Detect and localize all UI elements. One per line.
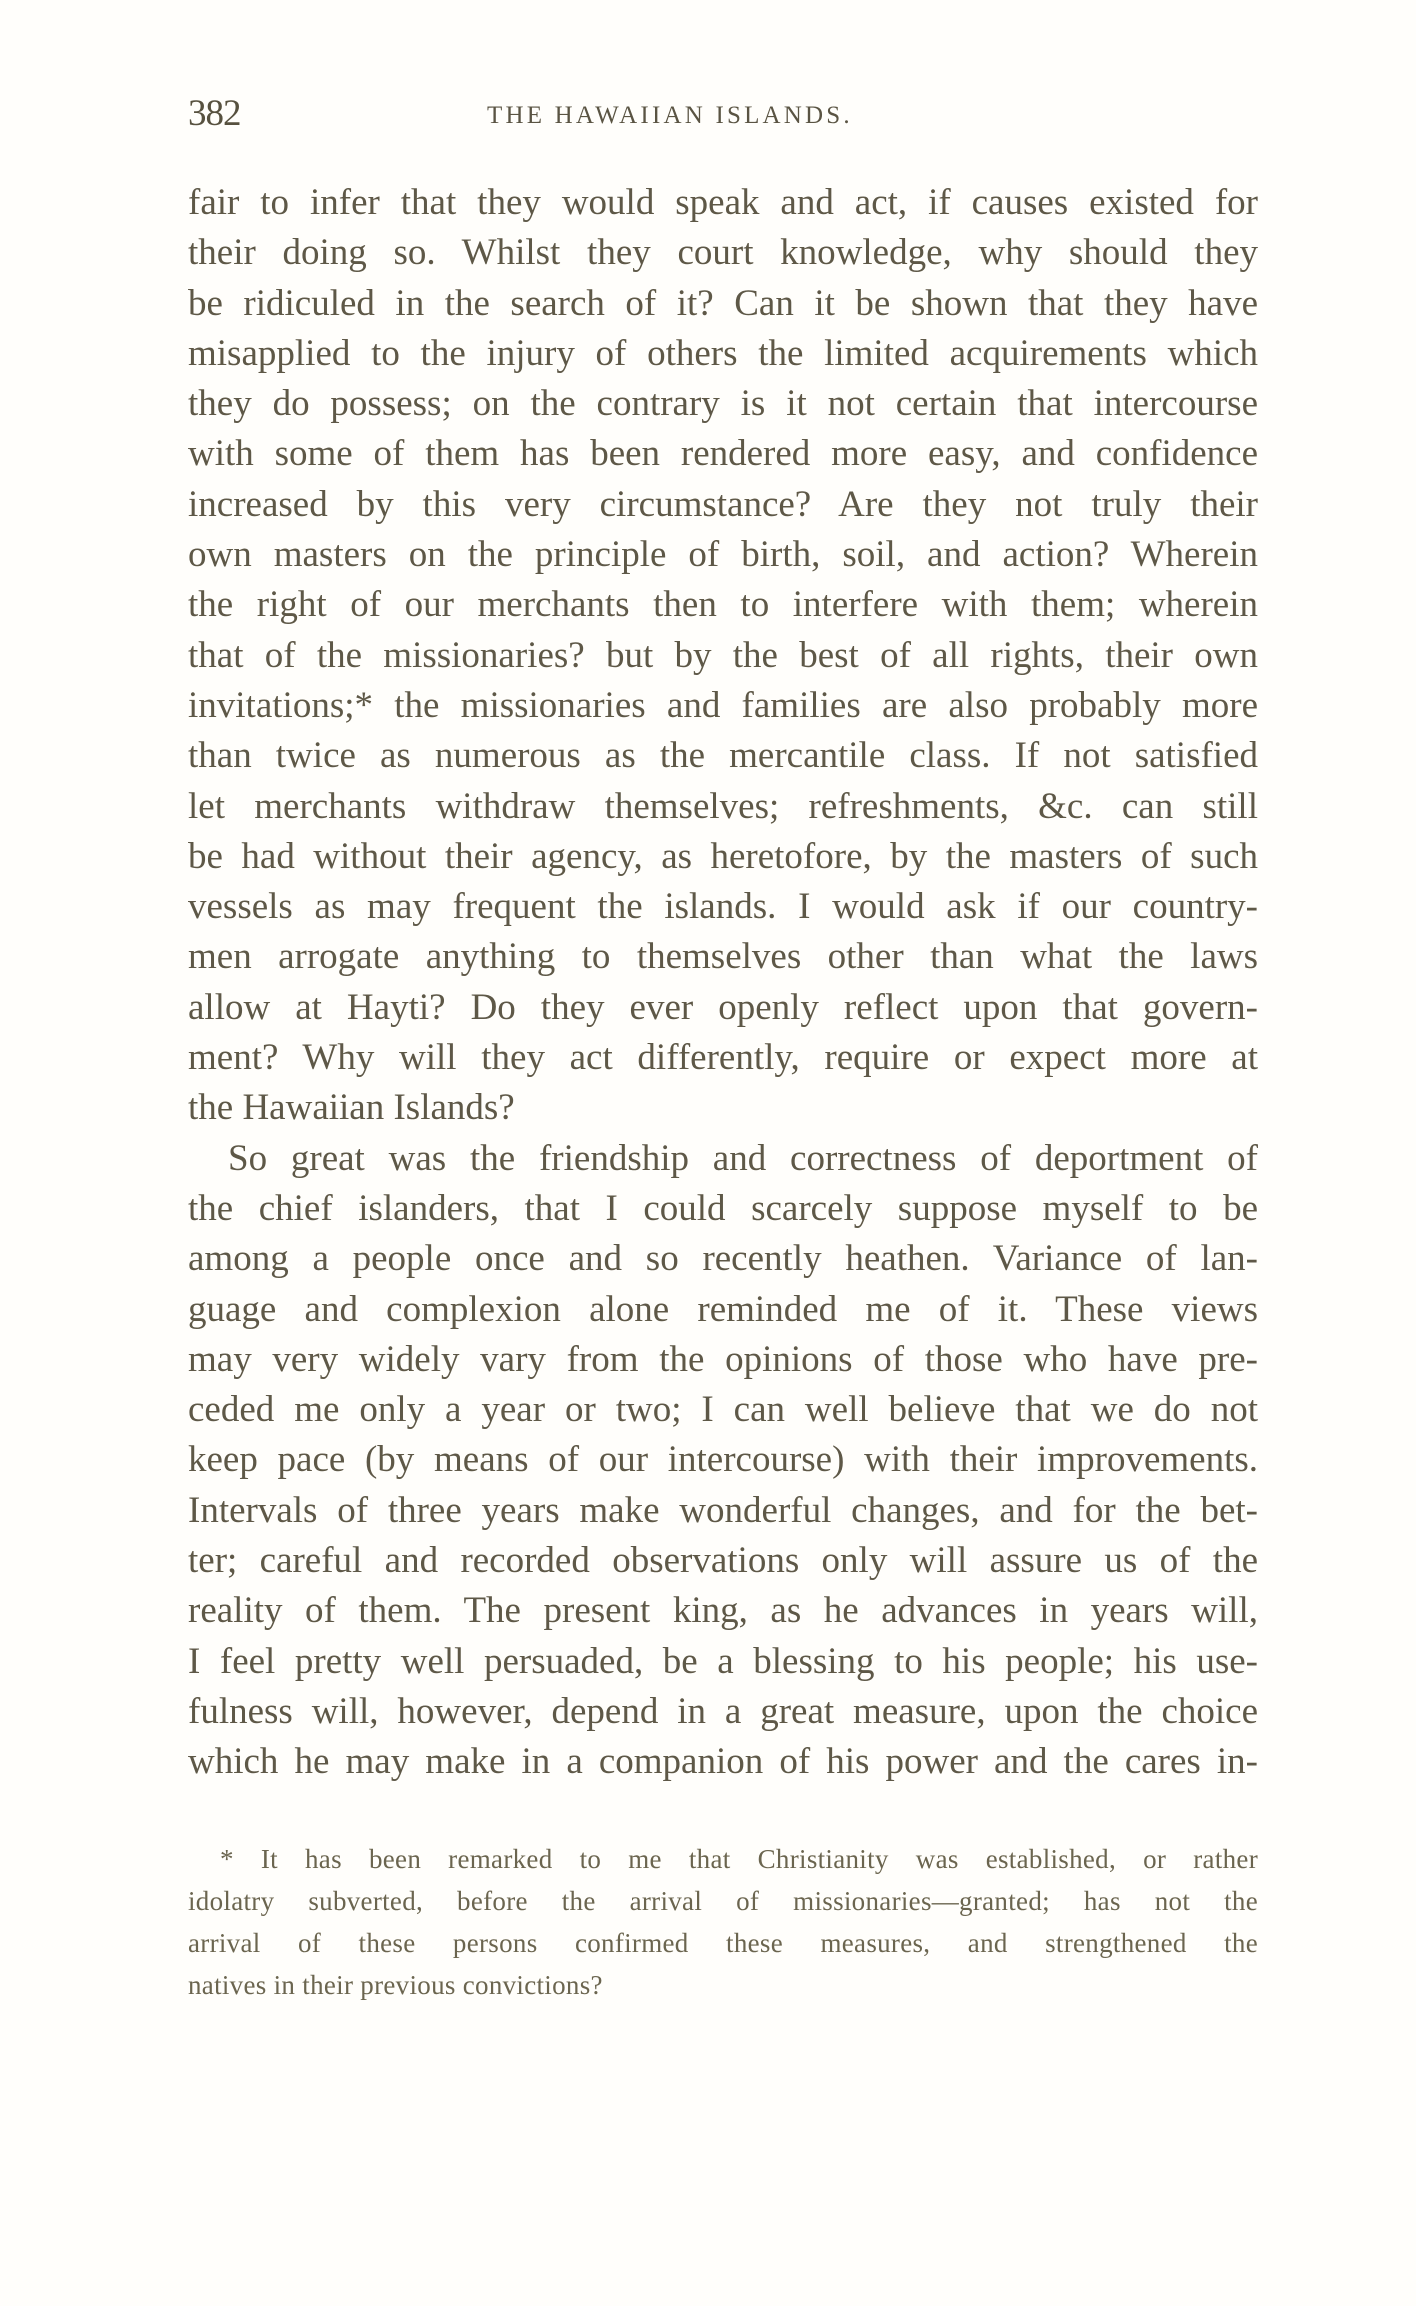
running-title: THE HAWAIIAN ISLANDS.	[487, 102, 853, 129]
text-line: So great was the friendship and correctness of deportment of	[228, 1137, 1258, 1179]
text-line: let merchants withdraw themselves; refreshments, &c. can still	[188, 785, 1258, 827]
page-header	[188, 92, 1258, 136]
text-line: increased by this very circumstance? Are they not truly their	[188, 483, 1258, 525]
text-line: allow at Hayti? Do they ever openly reflect upon that govern-	[188, 986, 1258, 1028]
text-line: own masters on the principle of birth, soil, and action? Wherein	[188, 534, 1258, 576]
text-line: may very widely vary from the opinions of those who have pre-	[188, 1338, 1258, 1380]
footnote	[188, 1838, 1258, 2006]
text-line: ter; careful and recorded observations only will assure us of the	[188, 1540, 1258, 1582]
text-line: which he may make in a companion of his power and the cares in-	[188, 1741, 1258, 1783]
paragraph-1	[188, 178, 1258, 1134]
text-line: ment? Why will they act differently, require or expect more at	[188, 1037, 1258, 1079]
text-line: the chief islanders, that I could scarcely suppose myself to be	[188, 1187, 1258, 1229]
text-line: I feel pretty well persuaded, be a blessing to his people; his use-	[188, 1640, 1258, 1682]
text-line: be had without their agency, as heretofore, by the masters of such	[188, 835, 1258, 877]
footnote-line: natives in their previous convictions?	[188, 1970, 603, 2000]
text-line: guage and complexion alone reminded me of it. These views	[188, 1288, 1258, 1330]
text-line: ceded me only a year or two; I can well believe that we do not	[188, 1389, 1258, 1431]
page-number: 382	[188, 93, 241, 134]
text-line: the right of our merchants then to interfere with them; wherein	[188, 584, 1258, 626]
text-line: they do possess; on the contrary is it not certain that intercourse	[188, 383, 1258, 425]
footnote-line: arrival of these persons confirmed these measures, and strengthened the	[188, 1928, 1258, 1958]
text-line: be ridiculed in the search of it? Can it be shown that they have	[188, 282, 1258, 324]
text-line: their doing so. Whilst they court knowledge, why should they	[188, 232, 1258, 274]
text-line: fair to infer that they would speak and act, if causes existed for	[188, 182, 1258, 223]
text-line: than twice as numerous as the mercantile class. If not satisfied	[188, 735, 1258, 777]
text-line: fulness will, however, depend in a great measure, upon the choice	[188, 1690, 1258, 1732]
text-line: with some of them has been rendered more easy, and confidence	[188, 433, 1258, 475]
text-line: invitations;* the missionaries and families are also probably more	[188, 684, 1258, 726]
text-line: reality of them. The present king, as he advances in years will,	[188, 1590, 1258, 1632]
paragraph-2	[188, 1134, 1258, 1788]
body-text	[188, 178, 1258, 1788]
text-line: misapplied to the injury of others the limited acquirements which	[188, 332, 1258, 374]
text-line: keep pace (by means of our intercourse) with their improvements.	[188, 1439, 1258, 1481]
text-line: men arrogate anything to themselves other than what the laws	[188, 936, 1258, 978]
text-line: that of the missionaries? but by the best of all rights, their own	[188, 634, 1258, 676]
text-line: Intervals of three years make wonderful changes, and for the bet-	[188, 1489, 1258, 1531]
footnote-line: * It has been remarked to me that Christianity was established, or rather	[220, 1844, 1258, 1874]
text-line: among a people once and so recently heathen. Variance of lan-	[188, 1238, 1258, 1280]
text-line: vessels as may frequent the islands. I would ask if our country-	[188, 886, 1258, 928]
text-line: the Hawaiian Islands?	[188, 1087, 515, 1129]
footnote-line: idolatry subverted, before the arrival of missionaries—granted; has not the	[188, 1886, 1258, 1916]
